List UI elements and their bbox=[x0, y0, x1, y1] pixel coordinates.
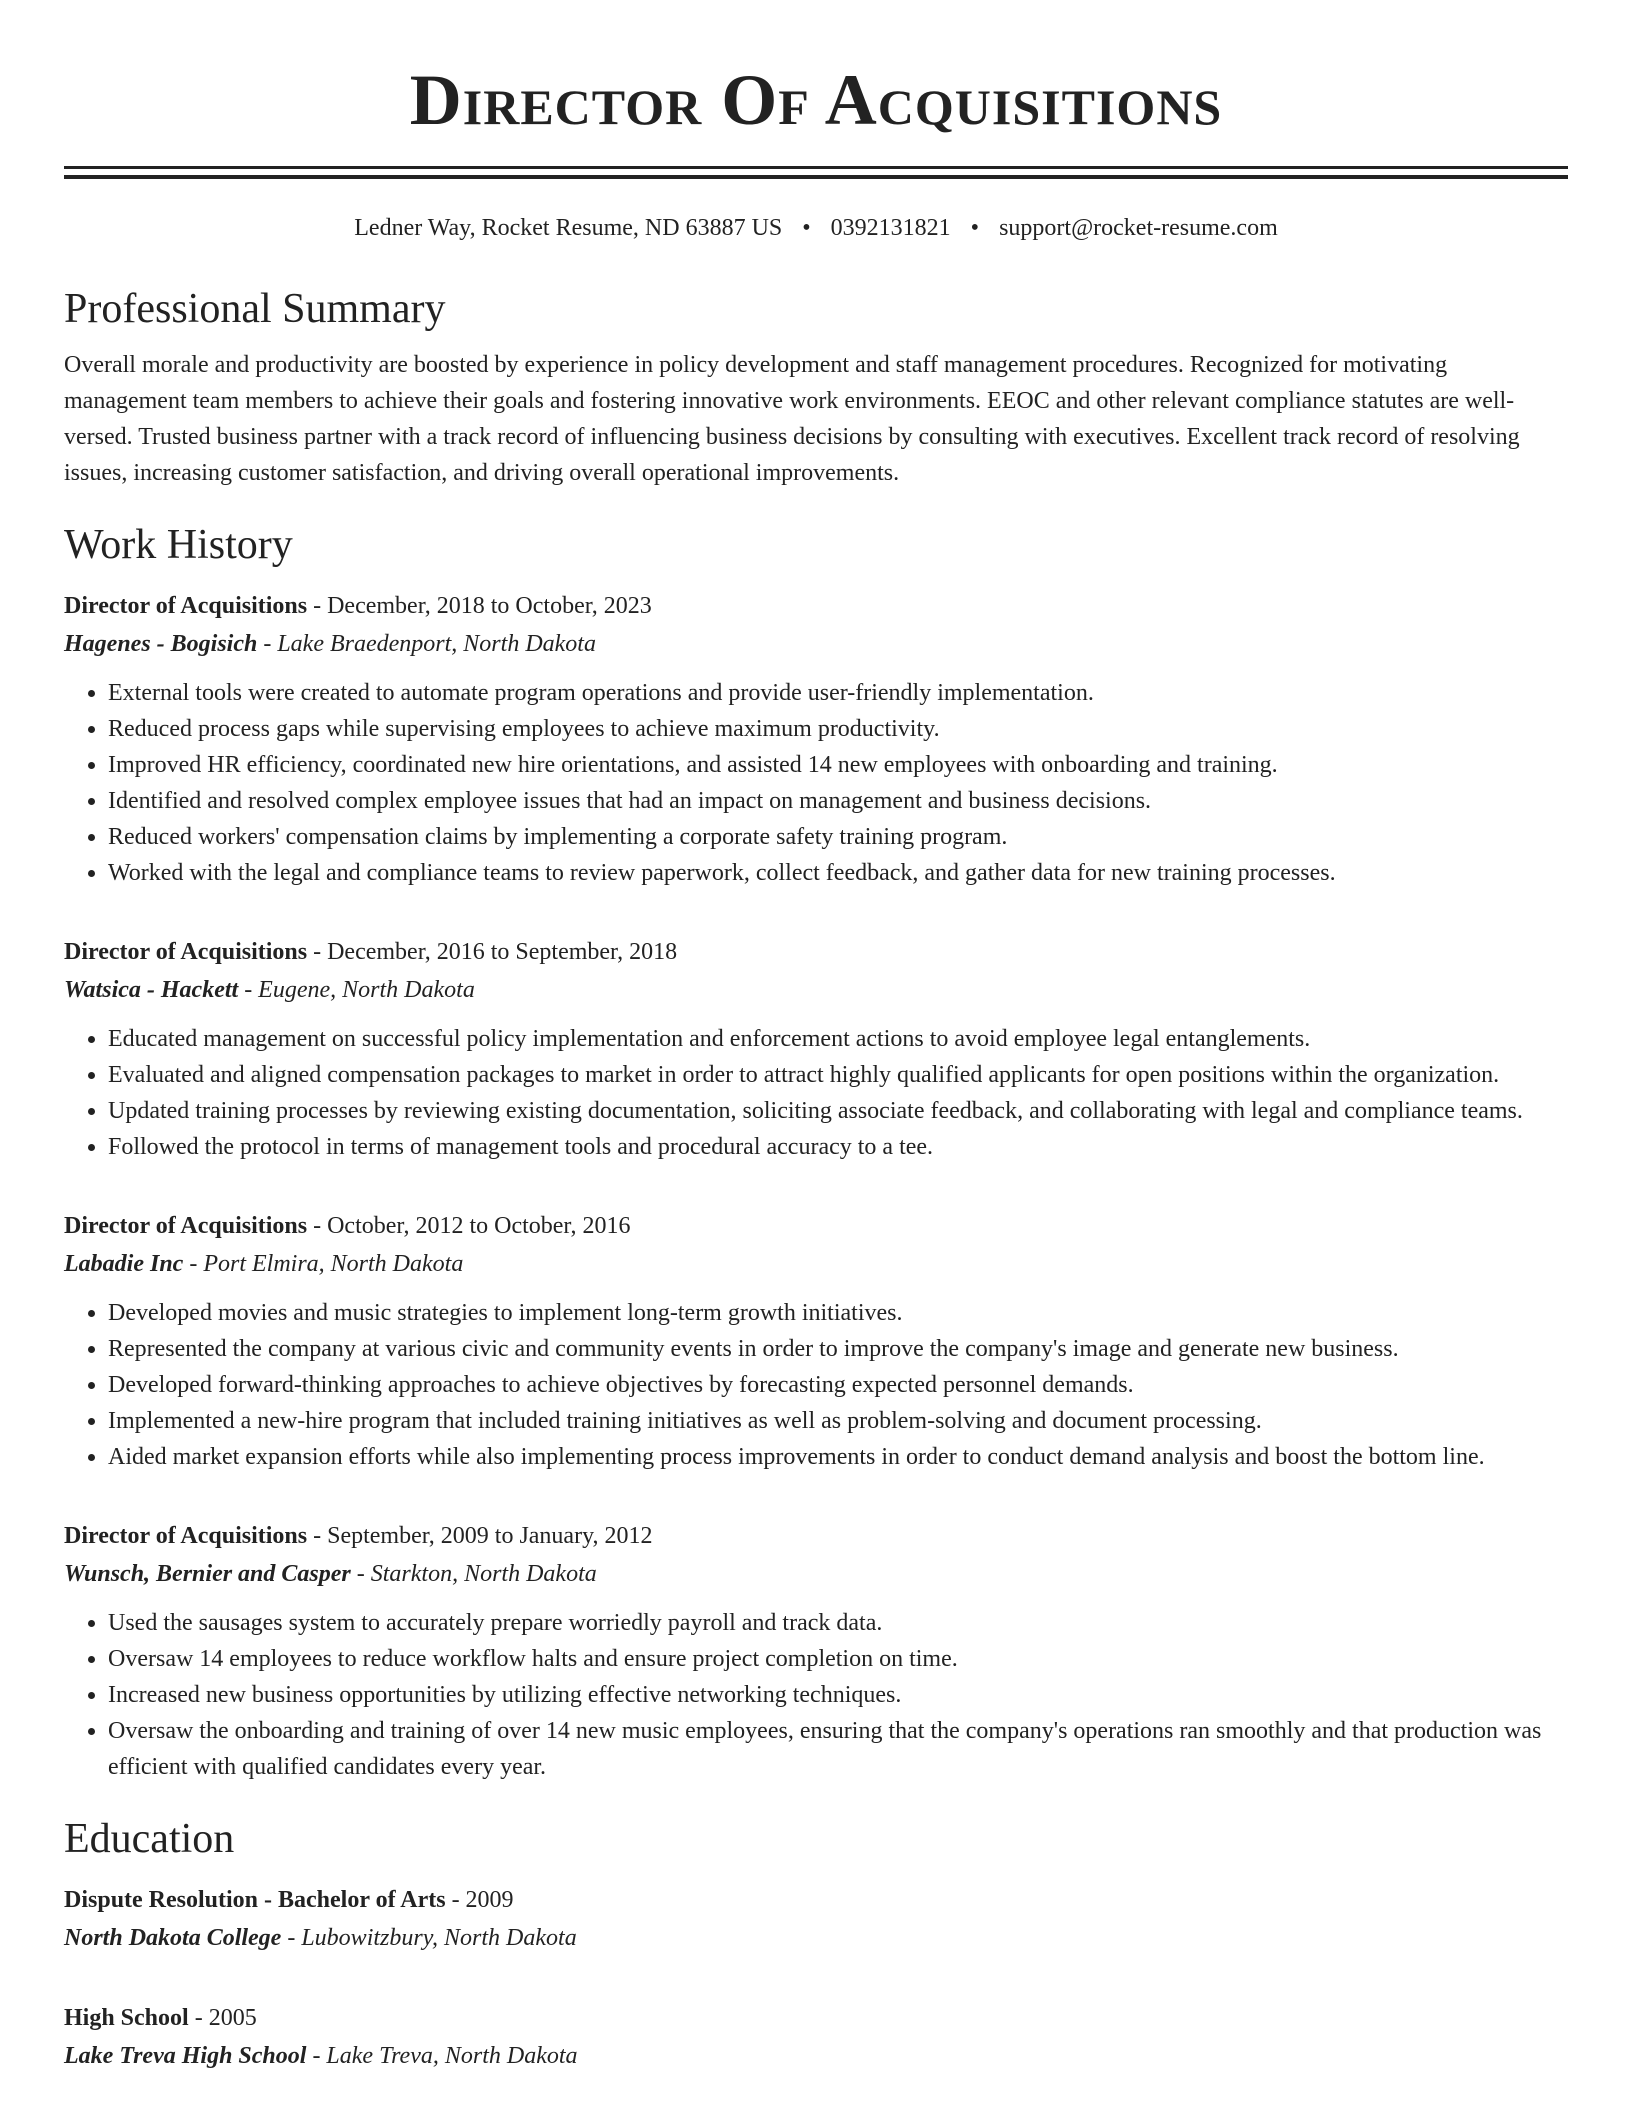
contact-address: Ledner Way, Rocket Resume, ND 63887 US bbox=[354, 215, 783, 241]
education-entry bbox=[64, 1999, 1568, 2075]
job-employer: Wunsch, Bernier and Casper bbox=[64, 1561, 351, 1587]
job-bullet: • External tools were created to automate program operations and provide user-friendly implementation. bbox=[108, 675, 1568, 711]
job-bullets bbox=[64, 1295, 1568, 1475]
job-bullet: • Developed movies and music strategies to implement long-term growth initiatives. bbox=[108, 1295, 1568, 1331]
contact-separator: • bbox=[802, 215, 811, 241]
job-entry bbox=[64, 587, 1568, 891]
education-year: - 2005 bbox=[188, 2005, 257, 2031]
title-divider-top bbox=[64, 166, 1568, 169]
job-employer-line bbox=[64, 971, 1568, 1009]
summary-text: Overall morale and productivity are boosted by experience in policy development and staff management procedures. Recognized for motivating management team members to achieve their goals and fostering innovative work environments. EEOC and other relevant compliance statutes are well-versed. Trusted business partner with a track record of influencing business decisions by consulting with executives. Excellent track record of resolving issues, increasing customer satisfaction, and driving overall operational improvements. bbox=[64, 352, 1520, 486]
contact-line bbox=[64, 213, 1568, 243]
job-dates: - September, 2009 to January, 2012 bbox=[307, 1523, 653, 1549]
job-role-line bbox=[64, 1517, 1568, 1555]
job-entry bbox=[64, 1207, 1568, 1475]
job-bullet: • Reduced workers' compensation claims by implementing a corporate safety training program. bbox=[108, 819, 1568, 855]
title-divider-bottom bbox=[64, 175, 1568, 179]
job-bullet: • Used the sausages system to accurately prepare worriedly payroll and track data. bbox=[108, 1605, 1568, 1641]
education-entry bbox=[64, 1881, 1568, 1957]
job-employer: Hagenes - Bogisich bbox=[64, 631, 258, 657]
job-role-line bbox=[64, 1207, 1568, 1245]
job-role-line bbox=[64, 933, 1568, 971]
job-dates: - December, 2018 to October, 2023 bbox=[307, 593, 652, 619]
education-year: - 2009 bbox=[445, 1887, 514, 1913]
education-location: - Lake Treva, North Dakota bbox=[306, 2043, 578, 2069]
job-entry bbox=[64, 933, 1568, 1165]
education-degree: Dispute Resolution - Bachelor of Arts bbox=[64, 1887, 446, 1913]
job-location: - Starkton, North Dakota bbox=[350, 1561, 597, 1587]
job-bullets bbox=[64, 1021, 1568, 1165]
contact-email: support@rocket-resume.com bbox=[999, 215, 1278, 241]
job-role: Director of Acquisitions bbox=[64, 1523, 308, 1549]
job-bullet: • Educated management on successful policy implementation and enforcement actions to avoid employee legal entanglements. bbox=[108, 1021, 1568, 1057]
job-bullet: • Implemented a new-hire program that included training initiatives as well as problem-solving and document processing. bbox=[108, 1403, 1568, 1439]
job-bullet: • Increased new business opportunities by utilizing effective networking techniques. bbox=[108, 1677, 1568, 1713]
education-location: - Lubowitzbury, North Dakota bbox=[281, 1925, 577, 1951]
job-location: - Lake Braedenport, North Dakota bbox=[257, 631, 596, 657]
education-degree-line bbox=[64, 1881, 1568, 1919]
job-bullet: • Identified and resolved complex employee issues that had an impact on management and business decisions. bbox=[108, 783, 1568, 819]
job-location: - Eugene, North Dakota bbox=[238, 977, 475, 1003]
summary-heading: Professional Summary bbox=[64, 286, 446, 332]
job-bullets bbox=[64, 1605, 1568, 1785]
job-role: Director of Acquisitions bbox=[64, 939, 308, 965]
job-bullet: • Followed the protocol in terms of management tools and procedural accuracy to a tee. bbox=[108, 1129, 1568, 1165]
job-bullet: • Developed forward-thinking approaches to achieve objectives by forecasting expected personnel demands. bbox=[108, 1367, 1568, 1403]
job-employer: Watsica - Hackett bbox=[64, 977, 239, 1003]
job-bullet: • Represented the company at various civic and community events in order to improve the company's image and generate new business. bbox=[108, 1331, 1568, 1367]
job-bullet: • Updated training processes by reviewing existing documentation, soliciting associate feedback, and collaborating with legal and compliance teams. bbox=[108, 1093, 1568, 1129]
education-degree: High School bbox=[64, 2005, 189, 2031]
page-title: Director Of Acquisitions bbox=[409, 60, 1223, 140]
job-bullet: • Improved HR efficiency, coordinated new hire orientations, and assisted 14 new employees with onboarding and training. bbox=[108, 747, 1568, 783]
job-employer-line bbox=[64, 1555, 1568, 1593]
job-role: Director of Acquisitions bbox=[64, 593, 308, 619]
education-heading: Education bbox=[64, 1816, 235, 1862]
job-bullet: • Worked with the legal and compliance teams to review paperwork, collect feedback, and gather data for new training processes. bbox=[108, 855, 1568, 891]
job-role: Director of Acquisitions bbox=[64, 1213, 308, 1239]
job-employer: Labadie Inc bbox=[64, 1251, 184, 1277]
job-bullet: • Oversaw the onboarding and training of over 14 new music employees, ensuring that the company's operations ran smoothly and that production was efficient with qualified candidates every year. bbox=[108, 1713, 1568, 1785]
job-entry bbox=[64, 1517, 1568, 1785]
job-dates: - October, 2012 to October, 2016 bbox=[307, 1213, 631, 1239]
job-bullet: • Oversaw 14 employees to reduce workflow halts and ensure project completion on time. bbox=[108, 1641, 1568, 1677]
education-school-line bbox=[64, 1919, 1568, 1957]
job-bullet: • Evaluated and aligned compensation packages to market in order to attract highly qualified applicants for open positions within the organization. bbox=[108, 1057, 1568, 1093]
job-bullet: • Aided market expansion efforts while also implementing process improvements in order to conduct demand analysis and boost the bottom line. bbox=[108, 1439, 1568, 1475]
education-school: Lake Treva High School bbox=[64, 2043, 307, 2069]
education-school: North Dakota College bbox=[64, 1925, 282, 1951]
contact-phone: 0392131821 bbox=[830, 215, 951, 241]
job-bullets bbox=[64, 675, 1568, 891]
work-history-heading: Work History bbox=[64, 522, 293, 568]
job-employer-line bbox=[64, 1245, 1568, 1283]
education-degree-line bbox=[64, 1999, 1568, 2037]
job-location: - Port Elmira, North Dakota bbox=[183, 1251, 464, 1277]
education-school-line bbox=[64, 2037, 1568, 2075]
job-role-line bbox=[64, 587, 1568, 625]
job-dates: - December, 2016 to September, 2018 bbox=[307, 939, 678, 965]
job-employer-line bbox=[64, 625, 1568, 663]
job-bullet: • Reduced process gaps while supervising employees to achieve maximum productivity. bbox=[108, 711, 1568, 747]
contact-separator: • bbox=[970, 215, 980, 241]
